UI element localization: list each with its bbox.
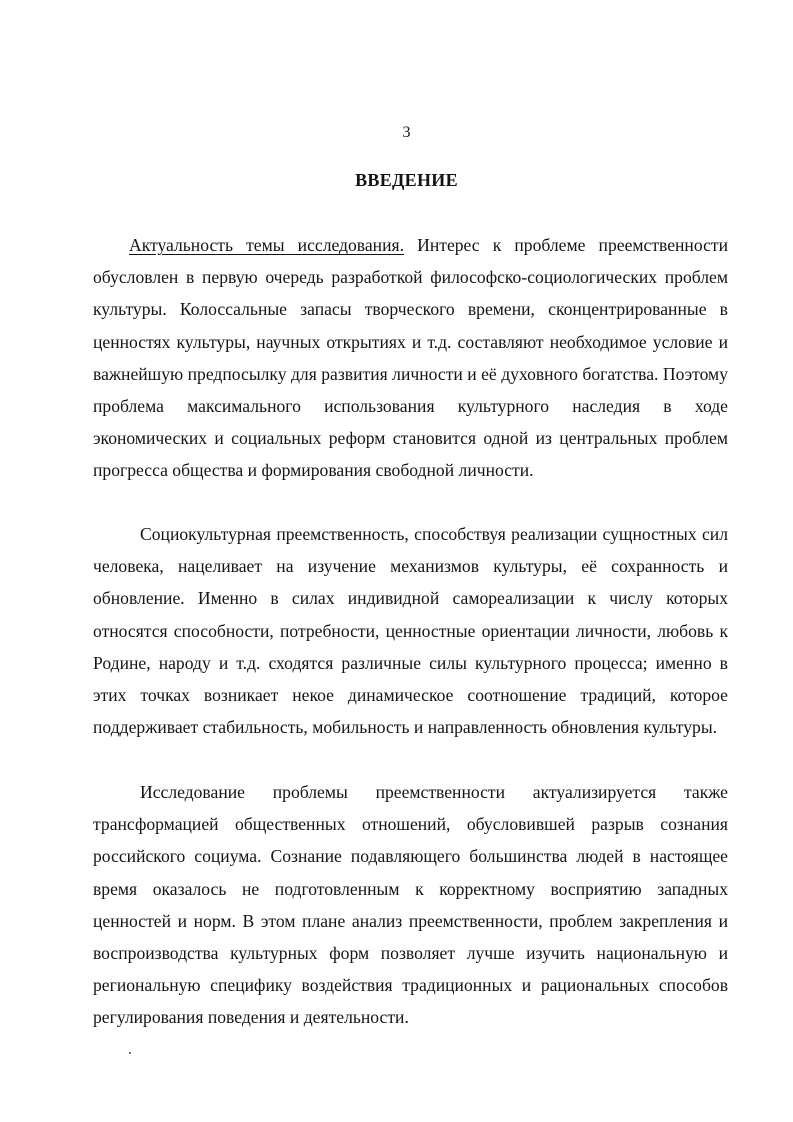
paragraph-text: Исследование проблемы преемственности актуализируется также трансформацией общественных отношений, обусловившей разрыв сознания российского социума. Сознание подавляющего большинства людей в настоящее время оказалось не подготовленным к корректному восприятию западных ценностей и норм. В этом плане анализ преемственности, проблем закрепления и воспроизводства культурных форм позволяет лучше изучить национальную и региональную специфику воздействия традиционных и рациональных способов регулирования поведения и деятельности. [93,782,728,1028]
page-number: 3 [402,124,411,141]
paragraph-text: Интерес к проблеме преемственности обусловлен в первую очередь разработкой философско-социологических проблем культуры. Колоссальные запасы творческого времени, сконцентрированные в ценностях культуры, научных открытиях и т.д. составляют необходимое условие и важнейшую предпосылку для развития личности и её духовного богатства. Поэтому проблема максимального использования культурного наследия в ходе экономических и социальных реформ становится одной из центральных проблем прогресса общества и формирования свободной личности. [93,235,729,481]
paragraph-sociocultural [93,518,728,743]
relevance-lead: Актуальность темы исследования. [129,235,405,255]
paragraph-text: Социокультурная преемственность, способствуя реализации сущностных сил человека, нацеливает на изучение механизмов культуры, её сохранность и обновление. Именно в силах индивидной самореализации к числу которых относятся способности, потребности, ценностные ориентации личности, любовь к Родине, народу и т.д. сходятся различные силы культурного процесса; именно в этих точках возникает некое динамическое соотношение традиций, которое поддерживает стабильность, мобильность и направленность обновления культуры. [93,524,728,738]
section-heading: ВВЕДЕНИЕ [355,170,458,190]
paragraph-research [93,776,728,1034]
scan-speck [129,1052,131,1054]
paragraph-relevance [93,229,728,487]
